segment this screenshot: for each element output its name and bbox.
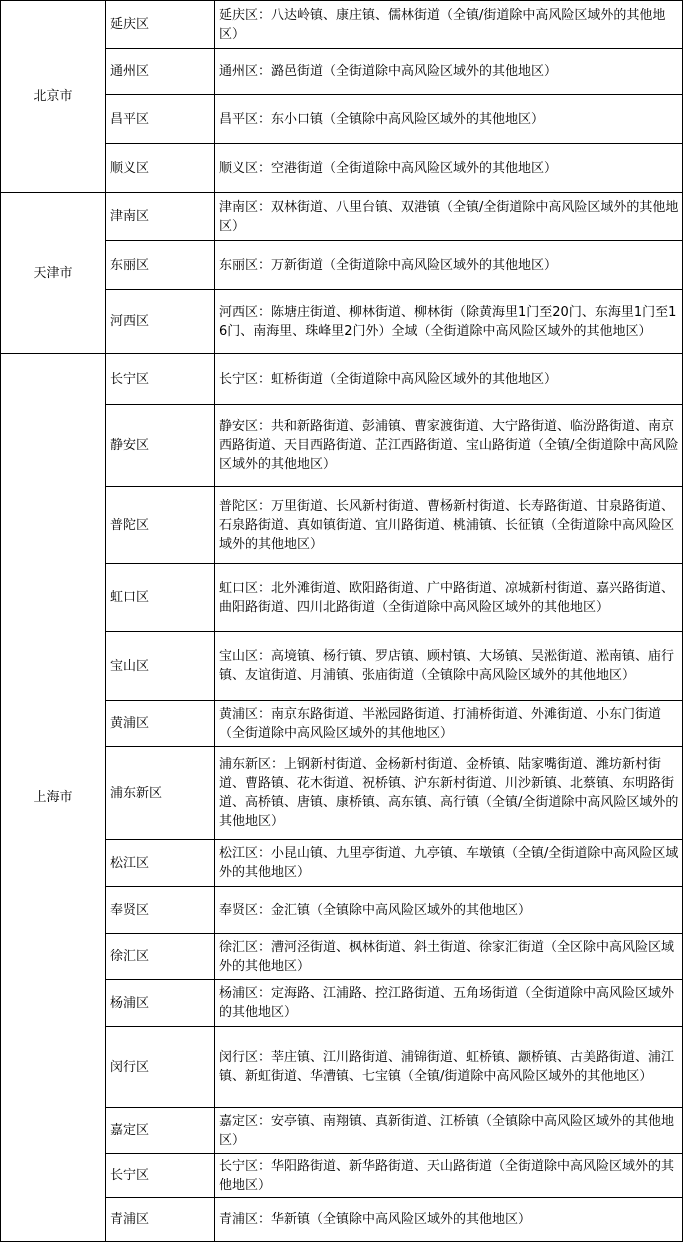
city-cell: 北京市 (1, 1, 106, 193)
detail-cell: 顺义区：空港街道（全街道除中高风险区域外的其他地区） (215, 144, 683, 193)
detail-cell: 虹口区：北外滩街道、欧阳路街道、广中路街道、凉城新村街道、嘉兴路街道、曲阳路街道、四川北路街道（全街道除中高风险区域外的其他地区） (215, 564, 683, 632)
district-cell: 浦东新区 (106, 747, 215, 840)
detail-cell: 东丽区：万新街道（全街道除中高风险区域外的其他地区） (215, 241, 683, 290)
detail-cell: 普陀区：万里街道、长风新村街道、曹杨新村街道、长寿路街道、甘泉路街道、石泉路街道、真如镇街道、宜川路街道、桃浦镇、长征镇（全街道除中高风险区域外的其他地区） (215, 487, 683, 564)
district-cell: 长宁区 (106, 1154, 215, 1198)
district-cell: 虹口区 (106, 564, 215, 632)
detail-cell: 嘉定区：安亭镇、南翔镇、真新街道、江桥镇（全镇除中高风险区域外的其他地区） (215, 1108, 683, 1154)
district-cell: 黄浦区 (106, 701, 215, 747)
district-cell: 昌平区 (106, 95, 215, 144)
detail-cell: 河西区：陈塘庄街道、柳林街道、柳林街（除黄海里1门至20门、东海里1门至16门、南海里、珠峰里2门外）全域（全街道除中高风险区域外的其他地区） (215, 290, 683, 354)
district-cell: 长宁区 (106, 354, 215, 405)
detail-cell: 徐汇区：漕河泾街道、枫林街道、斜土街道、徐家汇街道（全区除中高风险区域外的其他地区） (215, 934, 683, 980)
city-cell: 上海市 (1, 354, 106, 1242)
district-cell: 闵行区 (106, 1027, 215, 1108)
detail-cell: 昌平区：东小口镇（全镇除中高风险区域外的其他地区） (215, 95, 683, 144)
district-cell: 顺义区 (106, 144, 215, 193)
district-cell: 青浦区 (106, 1198, 215, 1242)
detail-cell: 松江区：小昆山镇、九里亭街道、九亭镇、车墩镇（全镇/全街道除中高风险区域外的其他地区） (215, 840, 683, 887)
table-row (1, 354, 683, 405)
detail-cell: 青浦区：华新镇（全镇除中高风险区域外的其他地区） (215, 1198, 683, 1242)
detail-cell: 宝山区：高境镇、杨行镇、罗店镇、顾村镇、大场镇、吴淞街道、淞南镇、庙行镇、友谊街道、月浦镇、张庙街道（全镇除中高风险区域外的其他地区） (215, 632, 683, 701)
district-cell: 松江区 (106, 840, 215, 887)
city-cell: 天津市 (1, 193, 106, 354)
detail-cell: 延庆区：八达岭镇、康庄镇、儒林街道（全镇/街道除中高风险区域外的其他地区） (215, 1, 683, 49)
detail-cell: 浦东新区：上钢新村街道、金杨新村街道、金桥镇、陆家嘴街道、潍坊新村街道、曹路镇、花木街道、祝桥镇、沪东新村街道、川沙新镇、北蔡镇、东明路街道、高桥镇、唐镇、康桥镇、高东镇、高行镇（全镇/全街道除中高风险区域外的其他地区） (215, 747, 683, 840)
district-cell: 宝山区 (106, 632, 215, 701)
table-row (1, 1, 683, 49)
table-row (1, 193, 683, 241)
detail-cell: 黄浦区：南京东路街道、半淞园路街道、打浦桥街道、外滩街道、小东门街道（全街道除中高风险区域外的其他地区） (215, 701, 683, 747)
district-cell: 延庆区 (106, 1, 215, 49)
district-cell: 河西区 (106, 290, 215, 354)
detail-cell: 津南区：双林街道、八里台镇、双港镇（全镇/全街道除中高风险区域外的其他地区） (215, 193, 683, 241)
detail-cell: 杨浦区：定海路、江浦路、控江路街道、五角场街道（全街道除中高风险区域外的其他地区） (215, 980, 683, 1027)
district-cell: 东丽区 (106, 241, 215, 290)
district-cell: 徐汇区 (106, 934, 215, 980)
district-cell: 嘉定区 (106, 1108, 215, 1154)
district-cell: 津南区 (106, 193, 215, 241)
detail-cell: 闵行区：莘庄镇、江川路街道、浦锦街道、虹桥镇、颛桥镇、古美路街道、浦江镇、新虹街道、华漕镇、七宝镇（全镇/街道除中高风险区域外的其他地区） (215, 1027, 683, 1108)
district-cell: 杨浦区 (106, 980, 215, 1027)
district-cell: 通州区 (106, 49, 215, 95)
detail-cell: 奉贤区：金汇镇（全镇除中高风险区域外的其他地区） (215, 887, 683, 934)
district-cell: 普陀区 (106, 487, 215, 564)
district-cell: 奉贤区 (106, 887, 215, 934)
detail-cell: 静安区：共和新路街道、彭浦镇、曹家渡街道、大宁路街道、临汾路街道、南京西路街道、天目西路街道、芷江西路街道、宝山路街道（全镇/全街道除中高风险区域外的其他地区） (215, 405, 683, 487)
detail-cell: 长宁区：华阳路街道、新华路街道、天山路街道（全街道除中高风险区域外的其他地区） (215, 1154, 683, 1198)
detail-cell: 通州区：潞邑街道（全街道除中高风险区域外的其他地区） (215, 49, 683, 95)
district-cell: 静安区 (106, 405, 215, 487)
detail-cell: 长宁区：虹桥街道（全街道除中高风险区域外的其他地区） (215, 354, 683, 405)
